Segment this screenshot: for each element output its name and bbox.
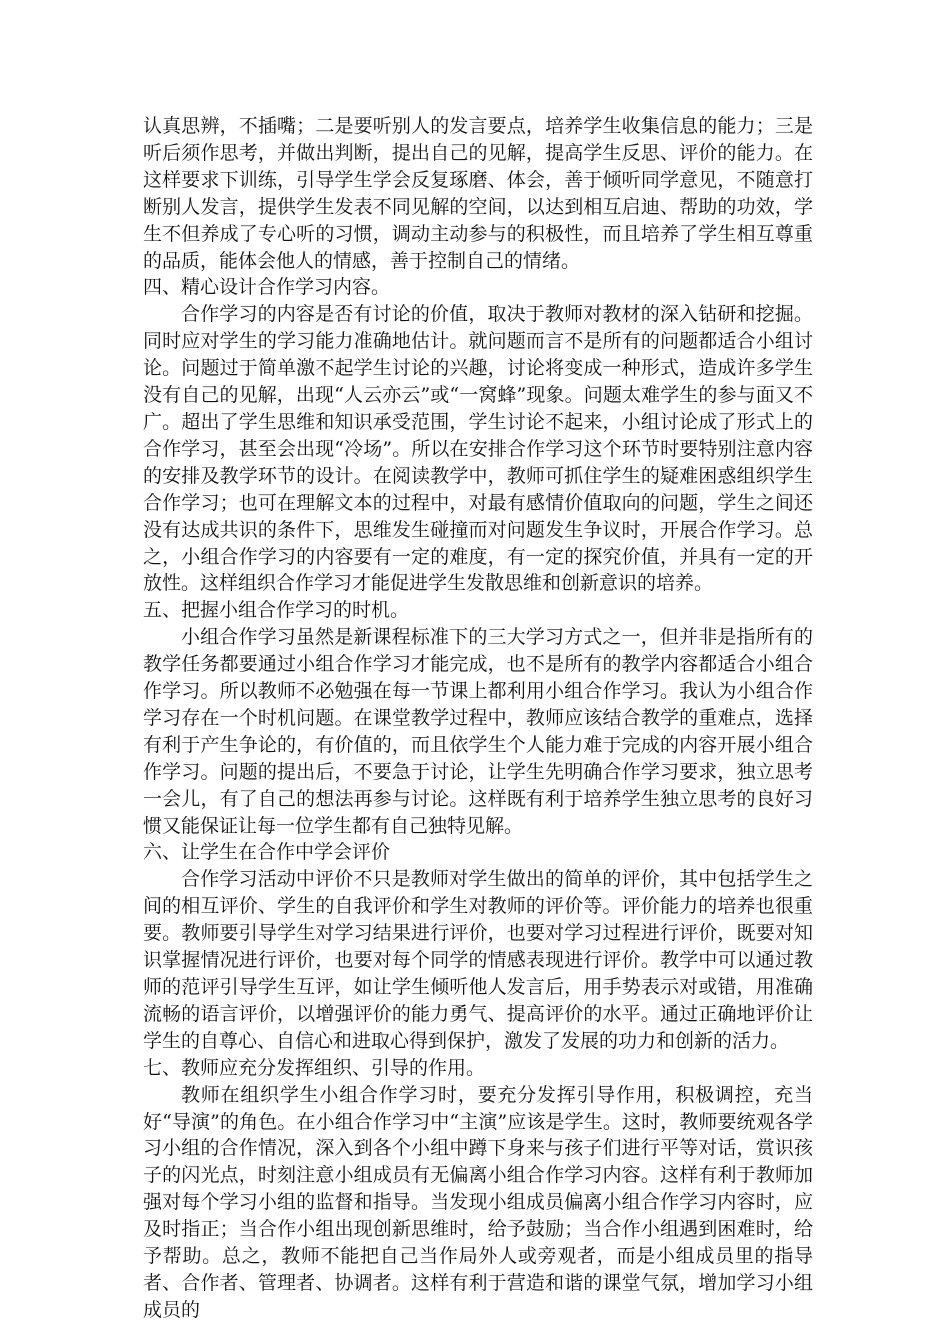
paragraph-section-7: 教师在组织学生小组合作学习时，要充分发挥引导作用，积极调控，充当好“导演”的角色。在小组合作学习中“主演”应该是学生。这时，教师要统观各学习小组的合作情况，深入到各个小组中蹲下身来与孩子们进行平等对话，赏识孩子的闪光点，时刻注意小组成员有无偏离小组合作学习内容。这样有利于教师加强对每个学习小组的监督和指导。当发现小组成员偏离小组合作学习内容时，应及时指正；当合作小组出现创新思维时，给予鼓励；当合作小组遇到困难时，给予帮助。总之，教师不能把自己当作局外人或旁观者，而是小组成员里的指导者、合作者、管理者、协调者。这样有利于营造和谐的课堂气氛，增加学习小组成员的 [143, 1083, 813, 1321]
paragraph-section-5: 小组合作学习虽然是新课程标准下的三大学习方式之一，但并非是指所有的教学任务都要通过小组合作学习才能完成，也不是所有的教学内容都适合小组合作学习。所以教师不必勉强在每一节课上都利用小组合作学习。我认为小组合作学习存在一个时机问题。在课堂教学过程中，教师应该结合教学的重难点，选择有利于产生争论的，有价值的，而且依学生个人能力难于完成的内容开展小组合作学习。问题的提出后，不要急于讨论，让学生先明确合作学习要求，独立思考一会儿，有了自己的想法再参与讨论。这样既有利于培养学生独立思考的良好习惯又能保证让每一位学生都有自己独特见解。 [143, 626, 813, 837]
section-heading-6: 六、让学生在合作中学会评价 [143, 841, 391, 864]
paragraph-section-4: 合作学习的内容是否有讨论的价值，取决于教师对教材的深入钻研和挖掘。同时应对学生的学习能力准确地估计。就问题而言不是所有的问题都适合小组讨论。问题过于简单激不起学生讨论的兴趣，讨论将变成一种形式，造成许多学生没有自己的见解，出现“人云亦云”或“一窝蜂”现象。问题太难学生的参与面又不广。超出了学生思维和知识承受范围，学生讨论不起来，小组讨论成了形式上的合作学习，甚至会出现“冷场”。所以在安排合作学习这个环节时要特别注意内容的安排及教学环节的设计。在阅读教学中，教师可抓住学生的疑难困惑组织学生合作学习；也可在理解文本的过程中，对最有感情价值取向的问题，学生之间还没有达成共识的条件下，思维发生碰撞而对问题发生争议时，开展合作学习。总之，小组合作学习的内容要有一定的难度，有一定的探究价值，并具有一定的开放性。这样组织合作学习才能促进学生发散思维和创新意识的培养。 [143, 303, 813, 595]
section-heading-4: 四、精心设计合作学习内容。 [143, 276, 391, 299]
section-heading-5: 五、把握小组合作学习的时机。 [143, 599, 410, 622]
document-page [143, 113, 813, 1324]
paragraph-section-6: 合作学习活动中评价不只是教师对学生做出的简单的评价，其中包括学生之间的相互评价、学生的自我评价和学生对教师的评价等。评价能力的培养也很重要。教师要引导学生对学习结果进行评价，也要对学习过程进行评价，既要对知识掌握情况进行评价，也要对每个同学的情感表现进行评价。教学中可以通过教师的范评引导学生互评，如让学生倾听他人发言后，用手势表示对或错，用准确流畅的语言评价，以增强评价的能力勇气、提高评价的水平。通过正确地评价让学生的自尊心、自信心和进取心得到保护，激发了发展的功力和创新的活力。 [143, 868, 813, 1052]
section-heading-7: 七、教师应充分发挥组织、引导的作用。 [143, 1056, 486, 1079]
paragraph-continued: 认真思辨，不插嘴；二是要听别人的发言要点，培养学生收集信息的能力；三是听后须作思考，并做出判断，提出自己的见解，提高学生反思、评价的能力。在这样要求下训练，引导学生学会反复琢磨、体会，善于倾听同学意见，不随意打断别人发言，提供学生发表不同见解的空间，以达到相互启迪、帮助的功效，学生不但养成了专心听的习惯，调动主动参与的积极性，而且培养了学生相互尊重的品质，能体会他人的情感，善于控制自己的情绪。 [143, 115, 813, 272]
